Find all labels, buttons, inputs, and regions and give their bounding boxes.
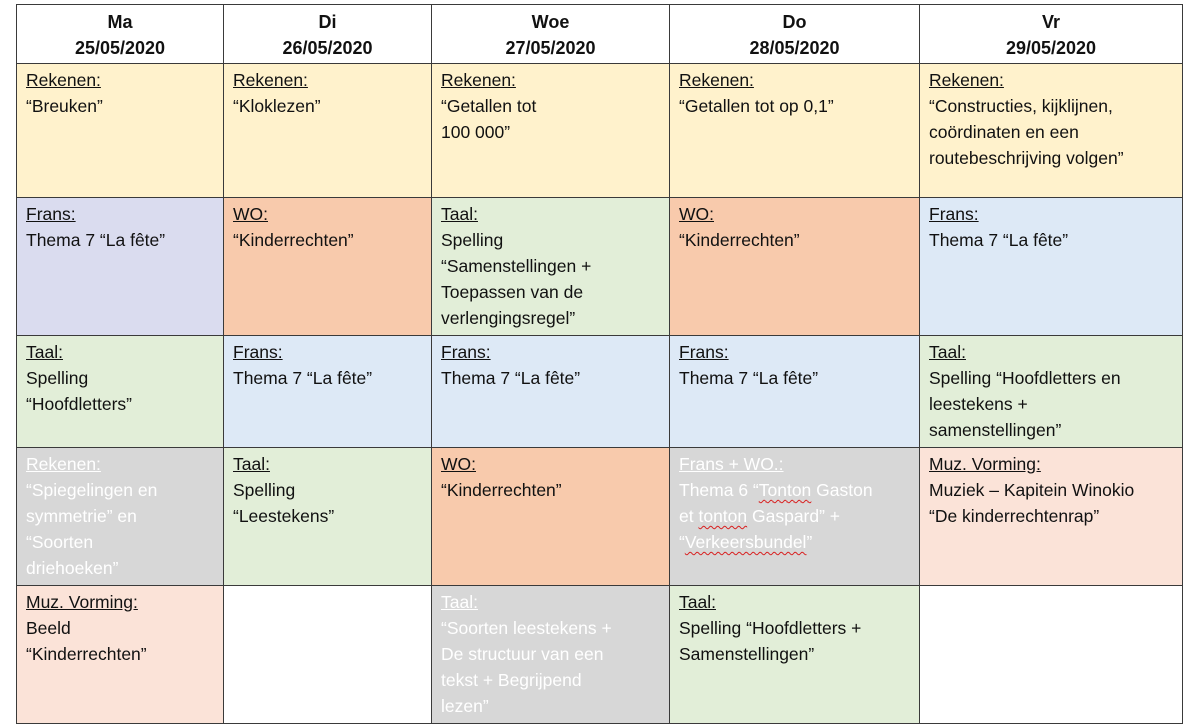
subject-label: Frans + WO.: <box>679 454 784 474</box>
subject-label: WO: <box>233 204 268 224</box>
subject-label: Muz. Vorming: <box>26 592 138 612</box>
lesson-cell <box>17 586 224 724</box>
subject-label: Rekenen: <box>929 70 1004 90</box>
lesson-cell <box>920 448 1183 586</box>
subject-label: Frans: <box>26 204 76 224</box>
day-name: Di <box>318 12 337 32</box>
lesson-cell <box>224 336 432 448</box>
subject-label: Frans: <box>929 204 979 224</box>
lesson-cell <box>670 198 920 336</box>
subject-label: WO: <box>441 454 476 474</box>
lesson-topic: “Getallen tot 100 000” <box>441 96 537 142</box>
day-name: Ma <box>107 12 133 32</box>
lesson-topic: Spelling “Samenstellingen + Toepassen van de verlengingsregel” <box>441 230 592 328</box>
lesson-topic: Thema 7 “La fête” <box>679 368 819 388</box>
schedule-row-2 <box>17 198 1183 336</box>
lesson-topic: “Kinderrechten” <box>679 230 800 250</box>
lesson-cell <box>17 336 224 448</box>
lesson-topic: Spelling “Leestekens” <box>233 480 335 526</box>
lesson-cell <box>17 448 224 586</box>
day-header-di <box>224 5 432 64</box>
lesson-cell <box>670 336 920 448</box>
topic-part: Gaston et <box>679 480 873 526</box>
day-header-do <box>670 5 920 64</box>
lesson-topic: “Spiegelingen en symmetrie” en “Soorten driehoeken” <box>26 480 158 578</box>
subject-label: Frans: <box>233 342 283 362</box>
subject-label: Rekenen: <box>441 70 516 90</box>
lesson-cell <box>224 448 432 586</box>
empty-cell <box>920 586 1183 724</box>
lesson-topic: “Constructies, kijklijnen, coördinaten en een routebeschrijving volgen” <box>929 96 1124 168</box>
subject-label: WO: <box>679 204 714 224</box>
lesson-cell <box>920 198 1183 336</box>
spellcheck-word: tonton <box>698 506 748 526</box>
topic-part: Gaspard” + “ <box>679 506 841 552</box>
day-date: 27/05/2020 <box>505 38 596 58</box>
lesson-topic: “Breuken” <box>26 96 103 116</box>
lesson-topic: Spelling “Hoofdletters” <box>26 368 133 414</box>
lesson-cell <box>670 448 920 586</box>
lesson-topic: Beeld “Kinderrechten” <box>26 618 147 664</box>
lesson-cell <box>432 586 670 724</box>
lesson-topic: “Kinderrechten” <box>233 230 354 250</box>
lesson-topic: Spelling “Hoofdletters en leestekens + samenstellingen” <box>929 368 1121 440</box>
day-header-woe <box>432 5 670 64</box>
lesson-topic: Thema 7 “La fête” <box>441 368 581 388</box>
lesson-topic: Thema 7 “La fête” <box>233 368 373 388</box>
topic-part: Thema 6 “ <box>679 480 759 500</box>
subject-label: Taal: <box>929 342 966 362</box>
subject-label: Taal: <box>441 204 478 224</box>
lesson-topic: “Kinderrechten” <box>441 480 562 500</box>
day-name: Vr <box>1041 12 1061 32</box>
lesson-cell <box>432 198 670 336</box>
day-date: 29/05/2020 <box>1005 38 1097 58</box>
subject-label: Rekenen: <box>233 70 308 90</box>
header-row <box>17 5 1183 64</box>
lesson-topic: “Soorten leestekens + De structuur van een tekst + Begrijpend lezen” <box>441 618 612 716</box>
lesson-cell <box>224 64 432 198</box>
lesson-cell <box>17 198 224 336</box>
weekly-schedule-table <box>16 4 1183 724</box>
schedule-row-3 <box>17 336 1183 448</box>
day-header-vr <box>920 5 1183 64</box>
subject-label: Rekenen: <box>679 70 754 90</box>
lesson-cell <box>432 448 670 586</box>
lesson-topic: “Getallen tot op 0,1” <box>679 96 834 116</box>
topic-part: ” <box>806 532 813 552</box>
day-header-ma <box>17 5 224 64</box>
lesson-cell <box>17 64 224 198</box>
lesson-topic: “Kloklezen” <box>233 96 321 116</box>
lesson-cell <box>920 64 1183 198</box>
subject-label: Muz. Vorming: <box>929 454 1041 474</box>
lesson-topic: Thema 7 “La fête” <box>929 230 1069 250</box>
subject-label: Taal: <box>441 592 478 612</box>
lesson-cell <box>920 336 1183 448</box>
day-name: Do <box>782 12 807 32</box>
lesson-topic: Muziek – Kapitein Winokio “De kinderrechtenrap” <box>929 480 1135 526</box>
lesson-cell <box>670 586 920 724</box>
lesson-cell <box>432 64 670 198</box>
subject-label: Taal: <box>233 454 270 474</box>
subject-label: Rekenen: <box>26 454 101 474</box>
subject-label: Rekenen: <box>26 70 101 90</box>
lesson-cell <box>224 198 432 336</box>
lesson-cell <box>670 64 920 198</box>
lesson-topic <box>679 477 910 555</box>
spellcheck-word: Verkeersbundel <box>684 532 807 552</box>
subject-label: Taal: <box>26 342 63 362</box>
schedule-row-1 <box>17 64 1183 198</box>
day-date: 25/05/2020 <box>74 38 166 58</box>
day-date: 26/05/2020 <box>282 38 373 58</box>
spellcheck-word: Tonton <box>758 480 812 500</box>
lesson-topic: Thema 7 “La fête” <box>26 230 166 250</box>
lesson-cell <box>432 336 670 448</box>
day-date: 28/05/2020 <box>749 38 840 58</box>
subject-label: Frans: <box>679 342 729 362</box>
empty-cell <box>224 586 432 724</box>
schedule-row-5 <box>17 586 1183 724</box>
schedule-row-4 <box>17 448 1183 586</box>
subject-label: Frans: <box>441 342 491 362</box>
subject-label: Taal: <box>679 592 716 612</box>
day-name: Woe <box>531 12 570 32</box>
lesson-topic: Spelling “Hoofdletters + Samenstellingen” <box>679 618 862 664</box>
